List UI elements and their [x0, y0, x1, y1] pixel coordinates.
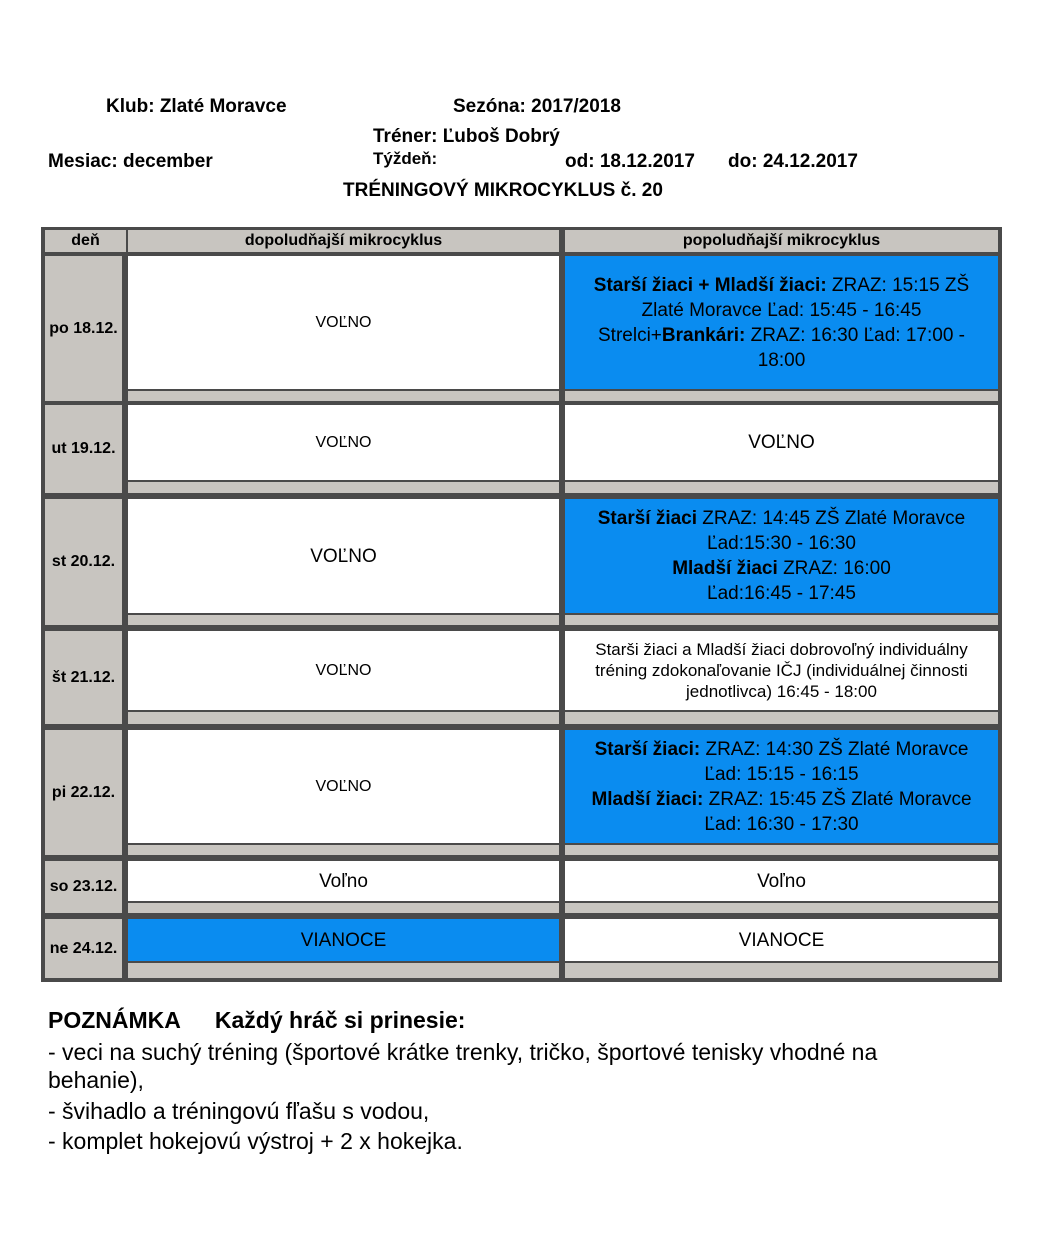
afternoon-cell: VIANOCE: [565, 919, 998, 961]
row-spacer: [128, 615, 559, 625]
row-spacer: [565, 482, 998, 493]
club-name: Klub: Zlaté Moravce: [106, 96, 287, 117]
row-spacer: [128, 712, 559, 724]
schedule-text: ZRAZ: 14:30 ZŠ Zlaté Moravce: [700, 738, 969, 760]
schedule-text: ZRAZ: 16:00: [777, 558, 891, 579]
note-title: POZNÁMKA: [48, 1007, 181, 1033]
day-label: pi 22.12.: [45, 730, 122, 855]
note-subtitle: Každý hráč si prinesie:: [214, 1007, 466, 1033]
afternoon-cell: [565, 631, 998, 710]
month: Mesiac: december: [48, 151, 213, 172]
group-label: Brankári:: [661, 324, 746, 346]
week-to: do: 24.12.2017: [728, 151, 858, 172]
row-spacer: [128, 482, 559, 493]
day-label: ne 24.12.: [45, 919, 122, 978]
schedule-text: ZRAZ: 15:45 ZŠ Zlaté Moravce: [703, 788, 972, 810]
afternoon-cell: [565, 499, 998, 613]
schedule-text: Starši žiaci a Mladší žiaci dobrovoľný individuálny: [595, 640, 968, 659]
day-label: št 21.12.: [45, 631, 122, 724]
note-item: - švihadlo a tréningovú fľašu s vodou,: [48, 1098, 430, 1124]
schedule-text: ZRAZ: 16:30 Ľad: 17:00 -: [745, 324, 965, 346]
morning-cell: VOĽNO: [128, 730, 559, 843]
group-label: Mladší žiaci:: [591, 788, 704, 810]
morning-cell: VOĽNO: [128, 256, 559, 389]
col-header-day: deň: [45, 230, 126, 252]
row-spacer: [565, 845, 998, 855]
schedule-text: Ľad:16:45 - 17:45: [707, 583, 856, 604]
schedule-text: Ľad: 15:15 - 16:15: [704, 763, 859, 785]
row-spacer: [565, 615, 998, 625]
schedule-text: Strelci+: [598, 324, 662, 346]
row-spacer: [565, 963, 998, 978]
row-spacer: [128, 963, 559, 978]
schedule-text: jednotlivca) 16:45 - 18:00: [686, 682, 877, 701]
schedule-text: tréning zdokonaľovanie IČJ (individuálnej činnosti: [595, 661, 968, 680]
week-label: Týždeň:: [373, 149, 438, 168]
morning-cell: VOĽNO: [128, 499, 559, 613]
col-header-afternoon: popoludňajší mikrocyklus: [565, 230, 998, 252]
day-label: st 20.12.: [45, 499, 122, 625]
coach-name: Tréner: Ľuboš Dobrý: [373, 126, 560, 147]
afternoon-cell: [565, 256, 998, 389]
morning-cell: VOĽNO: [128, 631, 559, 710]
group-label: Starší žiaci: [597, 508, 698, 529]
page-title: TRÉNINGOVÝ MIKROCYKLUS č. 20: [343, 180, 663, 201]
row-spacer: [565, 391, 998, 401]
schedule-text: Ľad:15:30 - 16:30: [707, 533, 856, 554]
day-label: so 23.12.: [45, 861, 122, 913]
row-spacer: [128, 391, 559, 401]
morning-cell: VIANOCE: [128, 919, 559, 961]
schedule-table: [41, 227, 1002, 982]
col-header-morning: dopoludňajší mikrocyklus: [128, 230, 559, 252]
schedule-text: Zlaté Moravce Ľad: 15:45 - 16:45: [641, 299, 922, 321]
group-label: Starší žiaci + Mladší žiaci:: [593, 274, 827, 296]
week-from: od: 18.12.2017: [565, 151, 695, 172]
afternoon-cell: Voľno: [565, 861, 998, 901]
schedule-text: ZRAZ: 14:45 ZŠ Zlaté Moravce: [697, 508, 966, 529]
row-spacer: [128, 845, 559, 855]
row-spacer: [128, 903, 559, 913]
schedule-text: 18:00: [757, 349, 806, 371]
row-spacer: [565, 903, 998, 913]
day-label: ut 19.12.: [45, 405, 122, 493]
morning-cell: Voľno: [128, 861, 559, 901]
morning-cell: VOĽNO: [128, 405, 559, 480]
day-label: po 18.12.: [45, 256, 122, 401]
afternoon-cell: VOĽNO: [565, 405, 998, 480]
note-heading: [48, 1007, 465, 1034]
note-item: - veci na suchý tréning (športové krátke trenky, tričko, športové tenisky vhodné na behanie),: [48, 1039, 878, 1093]
schedule-text: Ľad: 16:30 - 17:30: [704, 813, 859, 835]
schedule-text: ZRAZ: 15:15 ZŠ: [826, 274, 970, 296]
group-label: Mladší žiaci: [672, 558, 778, 579]
season: Sezóna: 2017/2018: [453, 96, 621, 117]
afternoon-cell: [565, 730, 998, 843]
group-label: Starší žiaci:: [594, 738, 701, 760]
row-spacer: [565, 712, 998, 724]
note-item: - komplet hokejovú výstroj + 2 x hokejka.: [48, 1128, 463, 1154]
